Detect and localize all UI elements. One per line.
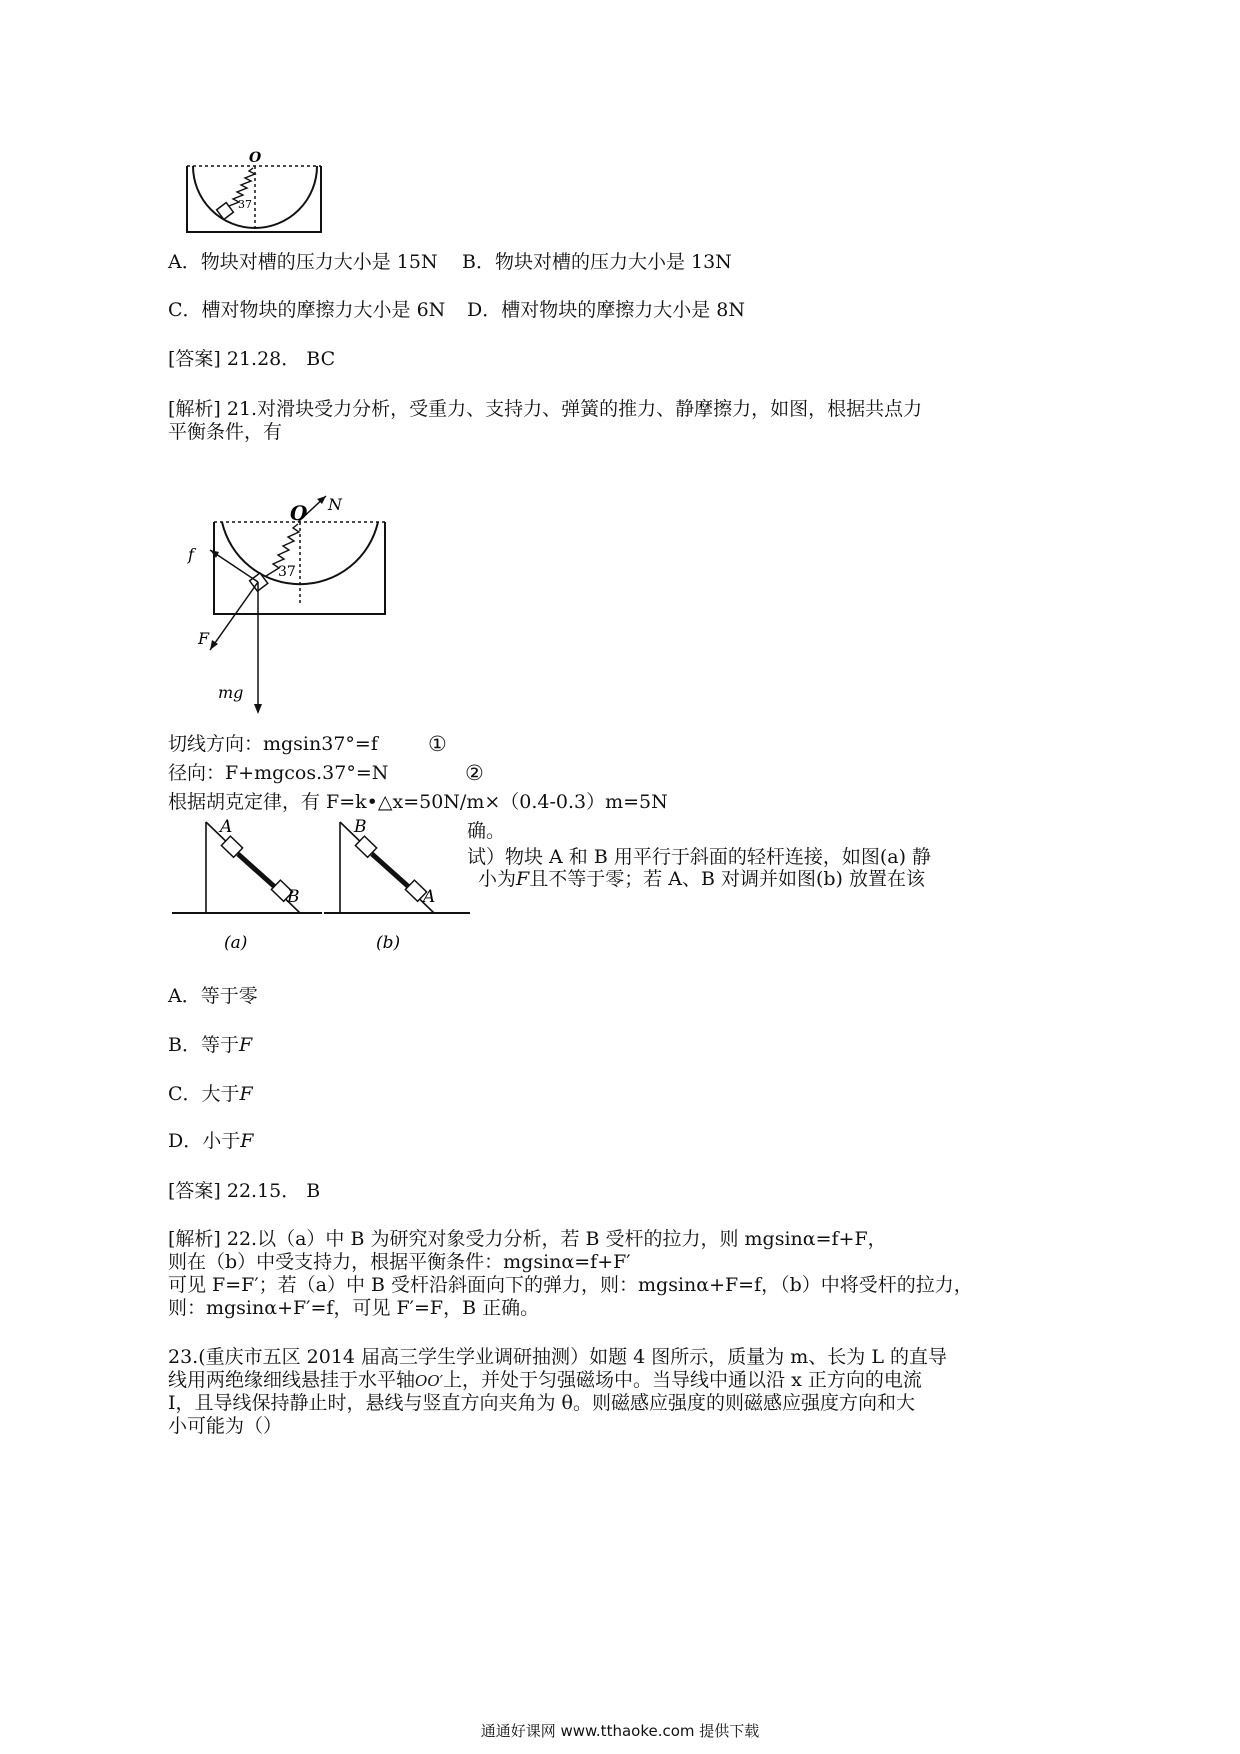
q22-option-b [168, 1033, 252, 1057]
fig1-label-o: O [249, 150, 262, 166]
q22-partial-line-2: 试）物块 A 和 B 用平行于斜面的轻杆连接，如图(a) 静 [467, 846, 932, 868]
q21-answer: [答案] 21.28． BC [168, 348, 336, 370]
fig2-label-o: O [290, 501, 308, 525]
q21-eq-tangent-num: ① [428, 732, 447, 756]
q22-partial-3a: 小为 [478, 868, 517, 890]
q21-eq-radial: 径向：F+mgcos.37°=N [168, 762, 389, 784]
axis-symbol: OO′ [415, 1372, 444, 1390]
q21-option-b: B．物块对槽的压力大小是 13N [462, 251, 732, 273]
q21-eq-radial-num: ② [465, 761, 484, 785]
q23-line-4: 小可能为（） [168, 1415, 283, 1437]
figure-bowl-spring [185, 148, 335, 240]
fig2-label-angle: 37 [278, 564, 296, 580]
q21-analysis-line-1: [解析] 21.对滑块受力分析，受重力、支持力、弹簧的推力、静摩擦力，如图，根据共点力 [168, 398, 923, 420]
q22-analysis-line-1: [解析] 22.以（a）中 B 为研究对象受力分析，若 B 受杆的拉力，则 mgsinα=f+F， [168, 1228, 887, 1250]
q22-option-c [168, 1082, 253, 1106]
fig1-label-angle: 37 [238, 198, 252, 211]
q22-partial-line-3 [478, 867, 925, 891]
fig2-label-f: f [188, 545, 194, 564]
fig2-label-mg: mg [218, 683, 244, 702]
fig3-caption-a: (a) [224, 933, 248, 953]
fig3-b-label-top: B [354, 817, 367, 837]
fig3-b-label-bottom: A [423, 887, 436, 907]
q22-partial-line-1: 确。 [467, 820, 506, 842]
q22-option-b-text: B．等于 [168, 1034, 239, 1056]
q21-hooke-law: 根据胡克定律，有 F=k•△x=50N/m×（0.4-0.3）m=5N [168, 791, 668, 813]
q22-option-a: A．等于零 [168, 985, 258, 1007]
q22-option-d [168, 1129, 253, 1153]
q21-option-c: C．槽对物块的摩擦力大小是 6N [168, 299, 446, 321]
q23-line-2a: 线用两绝缘细线悬挂于水平轴 [168, 1369, 416, 1391]
symbol-F: F [238, 1034, 253, 1056]
fig2-label-n: N [328, 495, 342, 514]
q23-line-2b: 上，并处于匀强磁场中。当导线中通以沿 x 正方向的电流 [443, 1369, 922, 1391]
q22-analysis-line-2: 则在（b）中受支持力，根据平衡条件：mgsinα=f+F′ [168, 1251, 631, 1273]
q22-partial-3b: 且不等于零；若 A、B 对调并如图(b) 放置在该 [529, 868, 925, 890]
q22-analysis-line-3: 可见 F=F′；若（a）中 B 受杆沿斜面向下的弹力，则：mgsinα+F=f，（b）中将受杆的拉力， [168, 1274, 973, 1296]
q22-option-d-text: D．小于 [168, 1130, 241, 1152]
q23-line-2 [168, 1368, 922, 1393]
figure-inclines [172, 812, 472, 962]
fig3-a-label-top: A [220, 817, 233, 837]
q21-option-d: D．槽对物块的摩擦力大小是 8N [467, 299, 745, 321]
fig3-caption-b: (b) [376, 933, 401, 953]
q23-line-1: 23.(重庆市五区 2014 届高三学生学业调研抽测）如题 4 图所示，质量为 m、长为 L 的直导 [168, 1346, 947, 1368]
q22-analysis-line-4: 则：mgsinα+F′=f，可见 F′=F，B 正确。 [168, 1297, 540, 1319]
page-footer: 通通好课网 www.tthaoke.com 提供下载 [480, 1722, 760, 1740]
fig2-label-F: F [198, 629, 210, 648]
q22-answer: [答案] 22.15． B [168, 1180, 321, 1202]
symbol-F: F [516, 868, 530, 890]
q21-analysis-line-2: 平衡条件，有 [168, 421, 283, 443]
fig3-a-label-bottom: B [287, 887, 300, 907]
q21-eq-tangent: 切线方向：mgsin37°=f [168, 733, 378, 755]
figure-force-diagram [180, 490, 400, 718]
q21-option-a: A．物块对槽的压力大小是 15N [168, 251, 438, 273]
symbol-F: F [240, 1130, 254, 1152]
q23-line-3: I，且导线保持静止时，悬线与竖直方向夹角为 θ。则磁感应强度的则磁感应强度方向和大 [168, 1392, 915, 1414]
q22-option-c-text: C．大于 [168, 1083, 240, 1105]
symbol-F: F [239, 1083, 253, 1105]
